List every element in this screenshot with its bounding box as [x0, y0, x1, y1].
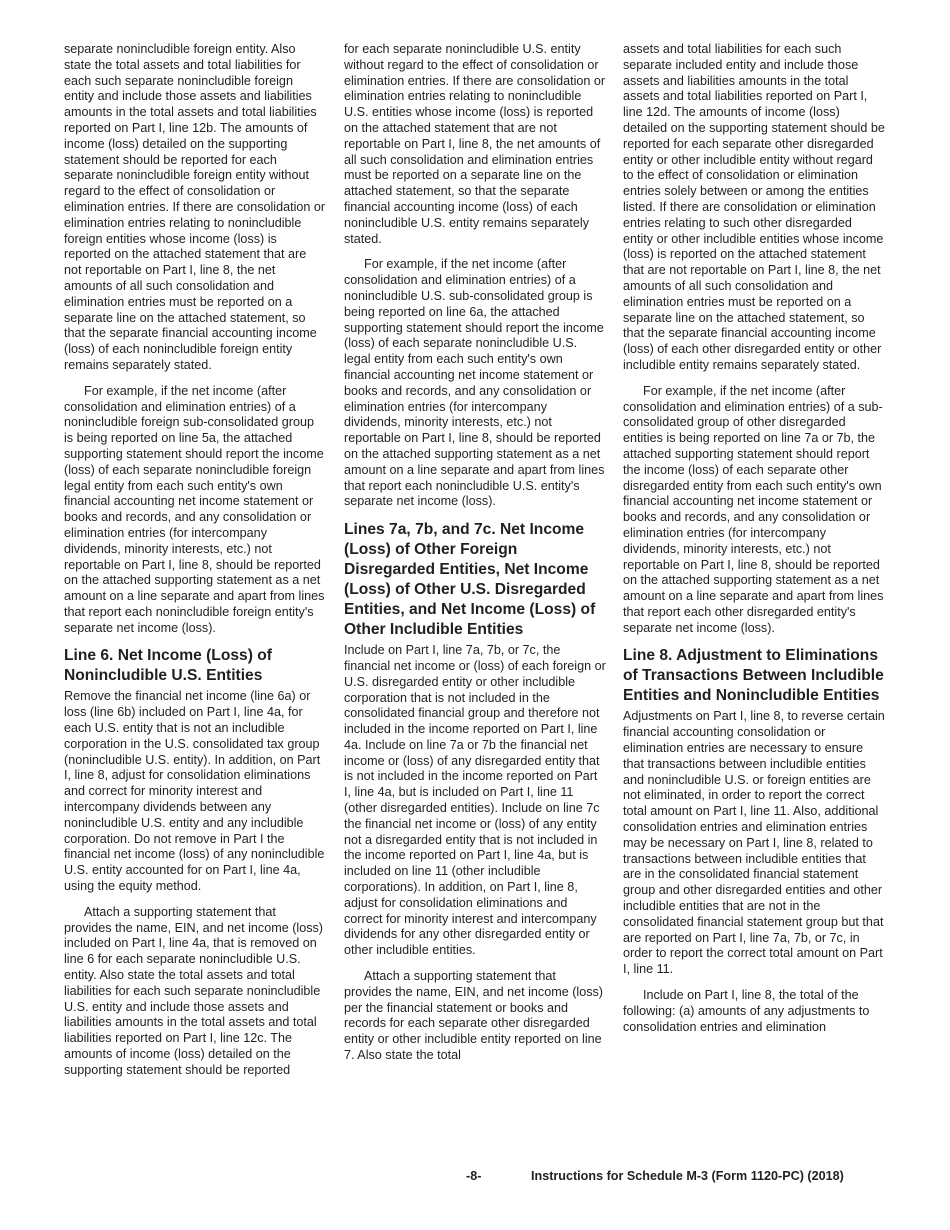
paragraph: Adjustments on Part I, line 8, to reverse certain financial accounting consolidation or elimination entries are necessary to ensure that transactions between includible entities and nonincludible U.S. or foreign entities are not eliminated, in order to report the correct total amount on Part I, line 11. Also, additional consolidation entries and elimination entries may be necessary on Part I, line 8, related to transactions between includible entities that are in the consolidated financial statement group and other disregarded entities and other includible entities that are not in the consolidated financial statement group but that are reported on Part I, line 7a, 7b, or 7c, in order to report the correct total amount on Part I, line 11.	[623, 709, 885, 977]
section-heading: Line 6. Net Income (Loss) of Nonincludible U.S. Entities	[64, 647, 272, 685]
paragraph: For example, if the net income (after consolidation and elimination entries) of a nonincludible foreign sub-consolidated group is being reported on line 5a, the attached supporting statement should report the income (loss) of each separate nonincludible foreign legal entity from each such entity's own financial accounting net income statement or books and records, and any consolidation or elimination entries (for intercompany dividends, minority interests, etc.) not reportable on Part I, line 8, should be reported on the attached supporting statement as a net amount on a line separate and apart from lines that report each nonincludible foreign entity's separate net income (loss).	[64, 383, 325, 635]
paragraph: For example, if the net income (after consolidation and elimination entries) of a nonincludible U.S. sub-consolidated group is being reported on line 6a, the attached supporting statement should report the income (loss) of each separate nonincludible U.S. legal entity from each such entity's own financial accounting net income statement or books and records, and any consolidation or elimination entries (for intercompany dividends, minority interests, etc.) not reportable on Part I, line 8, should be reported on the attached supporting statement as a net amount on a line separate and apart from lines that report each nonincludible U.S. entity's separate net income (loss).	[344, 257, 605, 509]
paragraph: Remove the financial net income (line 6a) or loss (line 6b) included on Part I, line 4a, for each U.S. entity that is not an includible corporation in the U.S. consolidated tax group (nonincludible U.S. entity). In addition, on Part I, line 8, adjust for consolidation eliminations and correct for minority interest and intercompany dividends between any nonincludible U.S. entity and any includible corporation. Do not remove in Part I the financial net income (loss) of any nonincludible U.S. entity accounted for on Part I, line 4a, using the equity method.	[64, 689, 325, 894]
section-heading: Line 8. Adjustment to Eliminations of Transactions Between Includible Entities and Nonincludible Entities	[623, 647, 884, 705]
paragraph: Attach a supporting statement that provides the name, EIN, and net income (loss) included on Part I, line 4a, that is removed on line 6 for each separate nonincludible U.S. entity. Also state the total assets and total liabilities for each such separate nonincludible U.S. entity and include those assets and liabilities amounts in the total assets and total liabilities reported on Part I, line 12c. The amounts of income (loss) detailed on the supporting statement should be reported	[64, 904, 323, 1077]
column-3	[623, 42, 885, 1045]
page-number: -8-	[466, 1169, 482, 1183]
paragraph: Include on Part I, line 8, the total of the following: (a) amounts of any adjustments to consolidation entries and elimination	[623, 988, 870, 1034]
column-1	[64, 42, 326, 1089]
paragraph: assets and total liabilities for each such separate included entity and include those assets and liabilities amounts in the total assets and total liabilities reported on Part I, line 12d. The amounts of income (loss) detailed on the supporting statement should be reported for each separate other disregarded entity or other includible entity without regard to the effect of consolidation or elimination entries solely between or among the entities listed. If there are consolidation or elimination entries relating to such other disregarded entity or other includible entities whose income (loss) is reported on the attached statement that are not reportable on Part I, line 8, the net amounts of all such consolidation and elimination entries must be reported on a separate line on the attached statement, so that the separate financial accounting income (loss) of each other disregarded entity or other includible entity remains separately stated.	[623, 42, 885, 372]
paragraph: Attach a supporting statement that provides the name, EIN, and net income (loss) per the financial statement or books and records for each separate other disregarded entity or other includible entity reported on line 7. Also state the total	[344, 969, 603, 1063]
paragraph: for each separate nonincludible U.S. entity without regard to the effect of consolidation or elimination entries. If there are consolidation or elimination entries relating to nonincludible U.S. entities whose income (loss) is reported on the attached statement that are not reportable on Part I, line 8, the net amounts of all such consolidation and elimination entries must be reported on a separate line on the attached statement, so that the separate financial accounting income (loss) of each nonincludible U.S. entity remains separately stated.	[344, 42, 606, 246]
column-2	[344, 42, 606, 1074]
document-title: Instructions for Schedule M-3 (Form 1120-PC) (2018)	[531, 1169, 844, 1183]
paragraph: For example, if the net income (after consolidation and elimination entries) of a sub-consolidated group of other disregarded entities is being reported on line 7a or 7b, the attached supporting statement should report the income (loss) of each separate other disregarded entity from each such entity's own financial accounting net income statement or books and records, and any consolidation or elimination entries (for intercompany dividends, minority interests, etc.) not reportable on Part I, line 8, should be reported on the attached supporting statement as a net amount on a line separate and apart from lines that report each other disregarded entity's separate net income (loss).	[623, 383, 884, 635]
section-heading: Lines 7a, 7b, and 7c. Net Income (Loss) of Other Foreign Disregarded Entities, Net Income (Loss) of Other U.S. Disregarded Entities, and Net Income (Loss) of Other Includible Entities	[344, 521, 596, 639]
paragraph: Include on Part I, line 7a, 7b, or 7c, the financial net income or (loss) of each foreign or U.S. disregarded entity or other includible corporation that is not included in the consolidated financial group and therefore not included in the income reported on Part I, line 4a. Include on line 7a or 7b the financial net income or (loss) of any disregarded entity that is not included in the income reported on Part I, line 4a, but is included on Part I, line 11 (other disregarded entities). Include on line 7c the financial net income or (loss) of any entity not a disregarded entity that is not included in the income reported on Part I, line 4a, but is included on line 11 (other includible corporations). In addition, on Part I, line 8, adjust for consolidation eliminations and correct for minority interest and intercompany dividends for any other disregarded entity or other includible entities.	[344, 643, 606, 958]
paragraph: separate nonincludible foreign entity. Also state the total assets and total liabilities for each such separate nonincludible foreign entity and include those assets and liabilities amounts in the total assets and total liabilities reported on Part I, line 12b. The amounts of income (loss) detailed on the supporting statement should be reported for each separate nonincludible foreign entity without regard to the effect of consolidation or elimination entries. If there are consolidation or elimination entries relating to nonincludible foreign entities whose income (loss) is reported on the attached statement that are not reportable on Part I, line 8, the net amounts of all such consolidation and elimination entries must be reported on a separate line on the attached statement, so that the separate financial accounting income (loss) of each nonincludible foreign entity remains separately stated.	[64, 42, 326, 372]
